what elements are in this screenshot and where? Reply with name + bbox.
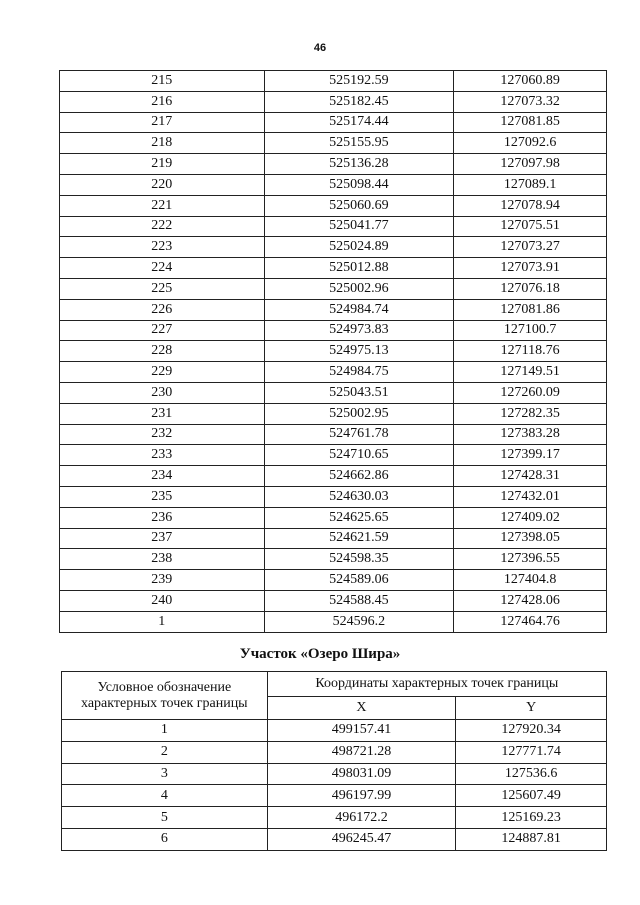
table-row <box>60 237 607 258</box>
x-coordinate-cell: 524625.65 <box>264 507 454 528</box>
y-coordinate-cell: 127073.91 <box>454 258 607 279</box>
table-row <box>62 785 607 807</box>
x-coordinate-cell: 524761.78 <box>264 424 454 445</box>
x-coordinate-cell: 524973.83 <box>264 320 454 341</box>
point-number-cell: 221 <box>60 195 265 216</box>
point-number-cell: 229 <box>60 362 265 383</box>
y-coordinate-cell: 127409.02 <box>454 507 607 528</box>
coordinates-table-continued <box>59 70 607 633</box>
x-coordinate-cell: 524621.59 <box>264 528 454 549</box>
table-row <box>60 362 607 383</box>
y-coordinate-cell: 127383.28 <box>454 424 607 445</box>
point-number-cell: 1 <box>60 611 265 632</box>
x-coordinate-cell: 525060.69 <box>264 195 454 216</box>
point-number-cell: 3 <box>62 763 268 785</box>
y-coordinate-cell: 127396.55 <box>454 549 607 570</box>
header-x: X <box>267 696 456 719</box>
point-number-cell: 2 <box>62 741 268 763</box>
y-coordinate-cell: 127260.09 <box>454 382 607 403</box>
x-coordinate-cell: 525192.59 <box>264 71 454 92</box>
y-coordinate-cell: 127092.6 <box>454 133 607 154</box>
point-number-cell: 232 <box>60 424 265 445</box>
y-coordinate-cell: 127428.06 <box>454 590 607 611</box>
table-row <box>60 320 607 341</box>
x-coordinate-cell: 525024.89 <box>264 237 454 258</box>
x-coordinate-cell: 525002.95 <box>264 403 454 424</box>
table-row <box>60 611 607 632</box>
y-coordinate-cell: 127282.35 <box>454 403 607 424</box>
y-coordinate-cell: 127771.74 <box>456 741 607 763</box>
x-coordinate-cell: 498721.28 <box>267 741 456 763</box>
point-number-cell: 231 <box>60 403 265 424</box>
point-number-cell: 240 <box>60 590 265 611</box>
table-row <box>60 195 607 216</box>
y-coordinate-cell: 127081.85 <box>454 112 607 133</box>
x-coordinate-cell: 525002.96 <box>264 278 454 299</box>
table-row <box>60 341 607 362</box>
header-coordinates: Координаты характерных точек границы <box>267 672 606 697</box>
x-coordinate-cell: 524630.03 <box>264 486 454 507</box>
point-number-cell: 4 <box>62 785 268 807</box>
y-coordinate-cell: 127399.17 <box>454 445 607 466</box>
x-coordinate-cell: 524598.35 <box>264 549 454 570</box>
table-row <box>60 570 607 591</box>
point-number-cell: 225 <box>60 278 265 299</box>
y-coordinate-cell: 127464.76 <box>454 611 607 632</box>
table-row <box>60 71 607 92</box>
table-row <box>60 112 607 133</box>
y-coordinate-cell: 127081.86 <box>454 299 607 320</box>
x-coordinate-cell: 525012.88 <box>264 258 454 279</box>
x-coordinate-cell: 524589.06 <box>264 570 454 591</box>
y-coordinate-cell: 127060.89 <box>454 71 607 92</box>
table-row <box>60 445 607 466</box>
point-number-cell: 219 <box>60 154 265 175</box>
section-title: Участок «Озеро Шира» <box>239 646 401 662</box>
x-coordinate-cell: 524596.2 <box>264 611 454 632</box>
table-row <box>60 91 607 112</box>
x-coordinate-cell: 498031.09 <box>267 763 456 785</box>
y-coordinate-cell: 125169.23 <box>456 807 607 829</box>
y-coordinate-cell: 124887.81 <box>456 828 607 850</box>
y-coordinate-cell: 127076.18 <box>454 278 607 299</box>
table-row <box>60 382 607 403</box>
x-coordinate-cell: 524588.45 <box>264 590 454 611</box>
coordinates-table-body <box>62 720 607 851</box>
point-number-cell: 216 <box>60 91 265 112</box>
point-number-cell: 234 <box>60 466 265 487</box>
x-coordinate-cell: 525182.45 <box>264 91 454 112</box>
point-number-cell: 223 <box>60 237 265 258</box>
page-number: 46 <box>313 42 327 54</box>
x-coordinate-cell: 525041.77 <box>264 216 454 237</box>
point-number-cell: 227 <box>60 320 265 341</box>
y-coordinate-cell: 127075.51 <box>454 216 607 237</box>
y-coordinate-cell: 127089.1 <box>454 174 607 195</box>
point-number-cell: 237 <box>60 528 265 549</box>
x-coordinate-cell: 524984.74 <box>264 299 454 320</box>
x-coordinate-cell: 496245.47 <box>267 828 456 850</box>
point-number-cell: 224 <box>60 258 265 279</box>
point-number-cell: 230 <box>60 382 265 403</box>
x-coordinate-cell: 524662.86 <box>264 466 454 487</box>
point-number-cell: 239 <box>60 570 265 591</box>
table-row <box>62 763 607 785</box>
x-coordinate-cell: 525136.28 <box>264 154 454 175</box>
table-row <box>60 174 607 195</box>
table-row <box>60 216 607 237</box>
point-number-cell: 220 <box>60 174 265 195</box>
coordinates-table-ozero-shira <box>61 671 607 851</box>
table-row <box>60 466 607 487</box>
header-y: Y <box>456 696 607 719</box>
point-number-cell: 228 <box>60 341 265 362</box>
y-coordinate-cell: 127118.76 <box>454 341 607 362</box>
y-coordinate-cell: 125607.49 <box>456 785 607 807</box>
x-coordinate-cell: 525155.95 <box>264 133 454 154</box>
table-row <box>60 424 607 445</box>
table-row <box>62 828 607 850</box>
point-number-cell: 1 <box>62 720 268 742</box>
x-coordinate-cell: 524984.75 <box>264 362 454 383</box>
point-number-cell: 222 <box>60 216 265 237</box>
y-coordinate-cell: 127078.94 <box>454 195 607 216</box>
point-number-cell: 218 <box>60 133 265 154</box>
table-row <box>60 486 607 507</box>
point-number-cell: 233 <box>60 445 265 466</box>
table-row <box>62 741 607 763</box>
header-point-line2: характерных точек границы <box>81 695 248 711</box>
header-point-line1: Условное обозначение <box>97 679 232 695</box>
y-coordinate-cell: 127398.05 <box>454 528 607 549</box>
x-coordinate-cell: 525043.51 <box>264 382 454 403</box>
y-coordinate-cell: 127149.51 <box>454 362 607 383</box>
header-point-designation <box>62 672 268 720</box>
table-header <box>62 672 607 720</box>
point-number-cell: 235 <box>60 486 265 507</box>
point-number-cell: 226 <box>60 299 265 320</box>
point-number-cell: 236 <box>60 507 265 528</box>
y-coordinate-cell: 127097.98 <box>454 154 607 175</box>
y-coordinate-cell: 127432.01 <box>454 486 607 507</box>
point-number-cell: 238 <box>60 549 265 570</box>
table-row <box>60 507 607 528</box>
table-row <box>60 590 607 611</box>
table-row <box>60 154 607 175</box>
y-coordinate-cell: 127073.27 <box>454 237 607 258</box>
x-coordinate-cell: 496197.99 <box>267 785 456 807</box>
table-row <box>60 403 607 424</box>
y-coordinate-cell: 127100.7 <box>454 320 607 341</box>
table-row <box>60 278 607 299</box>
table-row <box>62 807 607 829</box>
y-coordinate-cell: 127073.32 <box>454 91 607 112</box>
y-coordinate-cell: 127920.34 <box>456 720 607 742</box>
table-row <box>60 528 607 549</box>
y-coordinate-cell: 127404.8 <box>454 570 607 591</box>
point-number-cell: 217 <box>60 112 265 133</box>
x-coordinate-cell: 496172.2 <box>267 807 456 829</box>
point-number-cell: 215 <box>60 71 265 92</box>
y-coordinate-cell: 127428.31 <box>454 466 607 487</box>
x-coordinate-cell: 524975.13 <box>264 341 454 362</box>
table-row <box>60 549 607 570</box>
x-coordinate-cell: 525174.44 <box>264 112 454 133</box>
table-row <box>60 299 607 320</box>
table-row <box>60 258 607 279</box>
x-coordinate-cell: 524710.65 <box>264 445 454 466</box>
point-number-cell: 6 <box>62 828 268 850</box>
x-coordinate-cell: 525098.44 <box>264 174 454 195</box>
point-number-cell: 5 <box>62 807 268 829</box>
coordinates-table-body <box>60 71 607 633</box>
table-row <box>62 720 607 742</box>
x-coordinate-cell: 499157.41 <box>267 720 456 742</box>
y-coordinate-cell: 127536.6 <box>456 763 607 785</box>
table-row <box>60 133 607 154</box>
